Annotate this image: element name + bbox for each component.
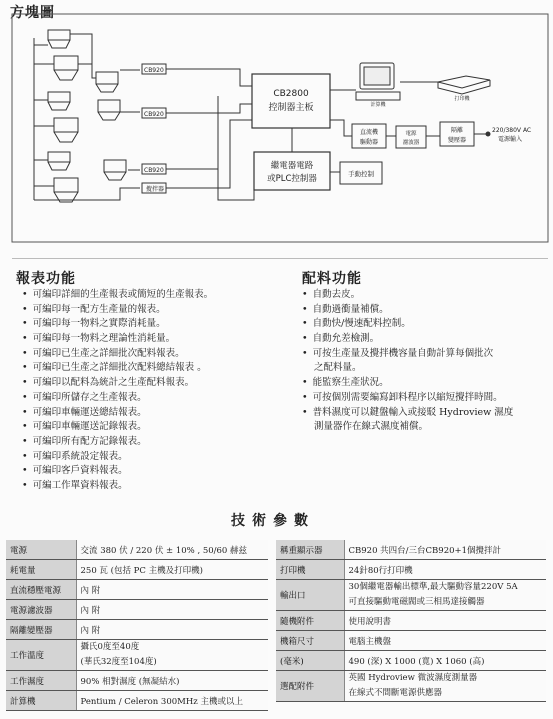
list-item: • 可編印已生產之詳細批次配料總結報表 。 bbox=[22, 361, 213, 376]
hopper-8 bbox=[98, 100, 120, 120]
spec-key: 直流穩壓電源 bbox=[6, 580, 76, 600]
spec-value bbox=[344, 580, 546, 611]
batching-list bbox=[302, 288, 513, 435]
list-item: 測量器作在線式濕度補償。 bbox=[314, 421, 429, 433]
spec-key: 選配附件 bbox=[276, 671, 344, 702]
manual-label: 手動控制 bbox=[348, 170, 374, 178]
spec-value: CB920 共四台/三台CB920+1個攪拌計 bbox=[344, 540, 546, 560]
relay-label-1: 繼電器電路 bbox=[270, 161, 314, 171]
mainboard-label-1: CB2800 bbox=[273, 89, 309, 99]
list-item: • 可編印車輛運送記錄報表。 bbox=[22, 420, 213, 435]
spec-key: 工作溫度 bbox=[6, 640, 76, 671]
batching-title: 配料功能 bbox=[302, 271, 362, 287]
spec-value: 使用說明書 bbox=[344, 611, 546, 631]
spec-value: 24針80行打印機 bbox=[344, 560, 546, 580]
spec-key: 電源 bbox=[6, 540, 76, 560]
relay-label-2: 或PLC控制器 bbox=[267, 174, 317, 184]
list-item: • 可編印每一配方生產量的報表。 bbox=[22, 303, 213, 318]
mainboard-box bbox=[252, 74, 330, 128]
spec-row bbox=[6, 580, 268, 600]
spec-value: 內 附 bbox=[76, 580, 268, 600]
cb920-label-a: CB920 bbox=[144, 67, 164, 74]
spec-value-line: (華氏32度至104度) bbox=[80, 657, 157, 667]
list-item: • 自動快/慢速配料控制。 bbox=[302, 317, 513, 332]
printer-shape bbox=[438, 76, 490, 88]
spec-key: 隨機附件 bbox=[276, 611, 344, 631]
block-diagram bbox=[0, 0, 553, 250]
spec-key: 耗電量 bbox=[6, 560, 76, 580]
spec-row bbox=[276, 540, 546, 560]
spec-value: 490 (深) X 1000 (寬) X 1060 (高) bbox=[344, 651, 546, 671]
spec-row bbox=[6, 620, 268, 640]
hopper-5 bbox=[54, 118, 78, 142]
spec-key: 打印機 bbox=[276, 560, 344, 580]
spec-key: 工作濕度 bbox=[6, 671, 76, 691]
list-item: • 可按生產量及攪拌機容量自動計算每個批次 bbox=[302, 347, 513, 362]
hopper-7 bbox=[96, 72, 118, 92]
hopper-3 bbox=[48, 152, 70, 170]
dc-driver-label-1: 直流機 bbox=[359, 129, 379, 136]
specs-title: 技術參數 bbox=[231, 513, 315, 529]
list-item: • 自動允差檢測。 bbox=[302, 332, 513, 347]
list-item: • 可編印所儲存之生產報表。 bbox=[22, 391, 213, 406]
printer-label: 打印機 bbox=[454, 96, 470, 102]
section-divider bbox=[12, 258, 548, 259]
spec-key: 機箱尺寸 bbox=[276, 631, 344, 651]
spec-row bbox=[276, 560, 546, 580]
list-item: • 可按個別需要編寫卸料程序以縮短攪拌時間。 bbox=[302, 391, 513, 406]
specs-table-left bbox=[6, 540, 268, 711]
spec-value bbox=[344, 671, 546, 702]
spec-key: 電源濾波器 bbox=[6, 600, 76, 620]
list-item: • 可編印詳細的生產報表或簡短的生產報表。 bbox=[22, 288, 213, 303]
spec-row bbox=[276, 651, 546, 671]
computer-label: 計算機 bbox=[370, 102, 386, 108]
hopper-6 bbox=[54, 178, 78, 202]
spec-value-line: 30個繼電器輸出標準,最大驅動容量220V 5A bbox=[348, 582, 518, 592]
list-item: • 自動去皮。 bbox=[302, 288, 513, 303]
hopper-4 bbox=[54, 56, 78, 80]
spec-value: 250 瓦 (包括 PC 主機及打印機) bbox=[76, 560, 268, 580]
spec-value-line: 在線式不間斷電源供應器 bbox=[348, 688, 443, 698]
spec-row bbox=[6, 640, 268, 671]
list-item: • 可編印客戶資料報表。 bbox=[22, 464, 213, 479]
spec-value-line: 英國 Hydroview 微波濕度測量器 bbox=[348, 673, 478, 683]
reports-list bbox=[22, 288, 213, 494]
spec-row bbox=[276, 611, 546, 631]
isolation-label-1: 隔離 bbox=[450, 127, 464, 134]
spec-value: 電腦主機盤 bbox=[344, 631, 546, 651]
list-item: • 可編印已生產之詳細批次配料報表。 bbox=[22, 347, 213, 362]
list-item: 之配料量。 bbox=[314, 362, 362, 374]
isolation-label-2: 變壓器 bbox=[447, 137, 467, 144]
mainboard-label-2: 控制器主板 bbox=[268, 103, 314, 113]
spec-value: 內 附 bbox=[76, 600, 268, 620]
hopper-2 bbox=[48, 92, 70, 110]
list-item: • 能監察生產狀況。 bbox=[302, 376, 513, 391]
list-item: • 普料濕度可以鍵盤輸入或接駁 Hydroview 濕度 bbox=[302, 406, 513, 421]
spec-row bbox=[6, 560, 268, 580]
list-item: • 可編印每一物料之實際消耗量。 bbox=[22, 317, 213, 332]
list-item: • 可編工作單資料報表。 bbox=[22, 479, 213, 494]
cb920-label-c: CB920 bbox=[144, 167, 164, 174]
block-diagram-title: 方塊圖 bbox=[10, 5, 55, 21]
spec-value-line: 攝氏0度至40度 bbox=[80, 642, 140, 652]
list-item: • 自動過衝量補償。 bbox=[302, 303, 513, 318]
list-item: • 可編印車輛運送總結報表。 bbox=[22, 406, 213, 421]
spec-value: 交流 380 伏 / 220 伏 ± 10% , 50/60 赫兹 bbox=[76, 540, 268, 560]
specs-table-right bbox=[276, 540, 546, 702]
spec-row bbox=[276, 580, 546, 611]
hopper-9 bbox=[104, 160, 126, 180]
list-item: • 可編印所有配方記錄報表。 bbox=[22, 435, 213, 450]
spec-value-line: 可直接驅動電磁閥或三相馬達接觸器 bbox=[348, 597, 485, 607]
spec-key: 計算機 bbox=[6, 691, 76, 711]
relay-box bbox=[254, 152, 330, 190]
spec-key: 稱重顯示器 bbox=[276, 540, 344, 560]
dc-driver-label-2: 驅動器 bbox=[359, 139, 379, 146]
spec-value bbox=[76, 640, 268, 671]
spec-row bbox=[276, 631, 546, 651]
reports-title: 報表功能 bbox=[16, 271, 76, 287]
spec-row bbox=[6, 671, 268, 691]
hopper-1 bbox=[48, 30, 70, 48]
spec-value: 內 附 bbox=[76, 620, 268, 640]
spec-value: 90% 相對濕度 (無凝結水) bbox=[76, 671, 268, 691]
spec-row bbox=[6, 691, 268, 711]
list-item: • 可編印每一物料之理論性消耗量。 bbox=[22, 332, 213, 347]
power-input-label-1: 220/380V AC bbox=[492, 127, 532, 134]
spec-key: 輸出口 bbox=[276, 580, 344, 611]
power-input-label-2: 電源輸入 bbox=[498, 136, 523, 143]
cb920-label-b: CB920 bbox=[144, 111, 164, 118]
filter-label-1: 電源 bbox=[405, 131, 417, 137]
filter-label-2: 濾波器 bbox=[402, 140, 420, 146]
list-item: • 可編印以配料為統計之生產配料報表。 bbox=[22, 376, 213, 391]
spec-value: Pentium / Celeron 300MHz 主機或以上 bbox=[76, 691, 268, 711]
spec-key: (毫米) bbox=[276, 651, 344, 671]
spec-row bbox=[276, 671, 546, 702]
spec-key: 隔離變壓器 bbox=[6, 620, 76, 640]
spec-row bbox=[6, 600, 268, 620]
list-item: • 可編印系統設定報表。 bbox=[22, 450, 213, 465]
mixer-label: 攪拌器 bbox=[146, 186, 165, 193]
spec-row bbox=[6, 540, 268, 560]
